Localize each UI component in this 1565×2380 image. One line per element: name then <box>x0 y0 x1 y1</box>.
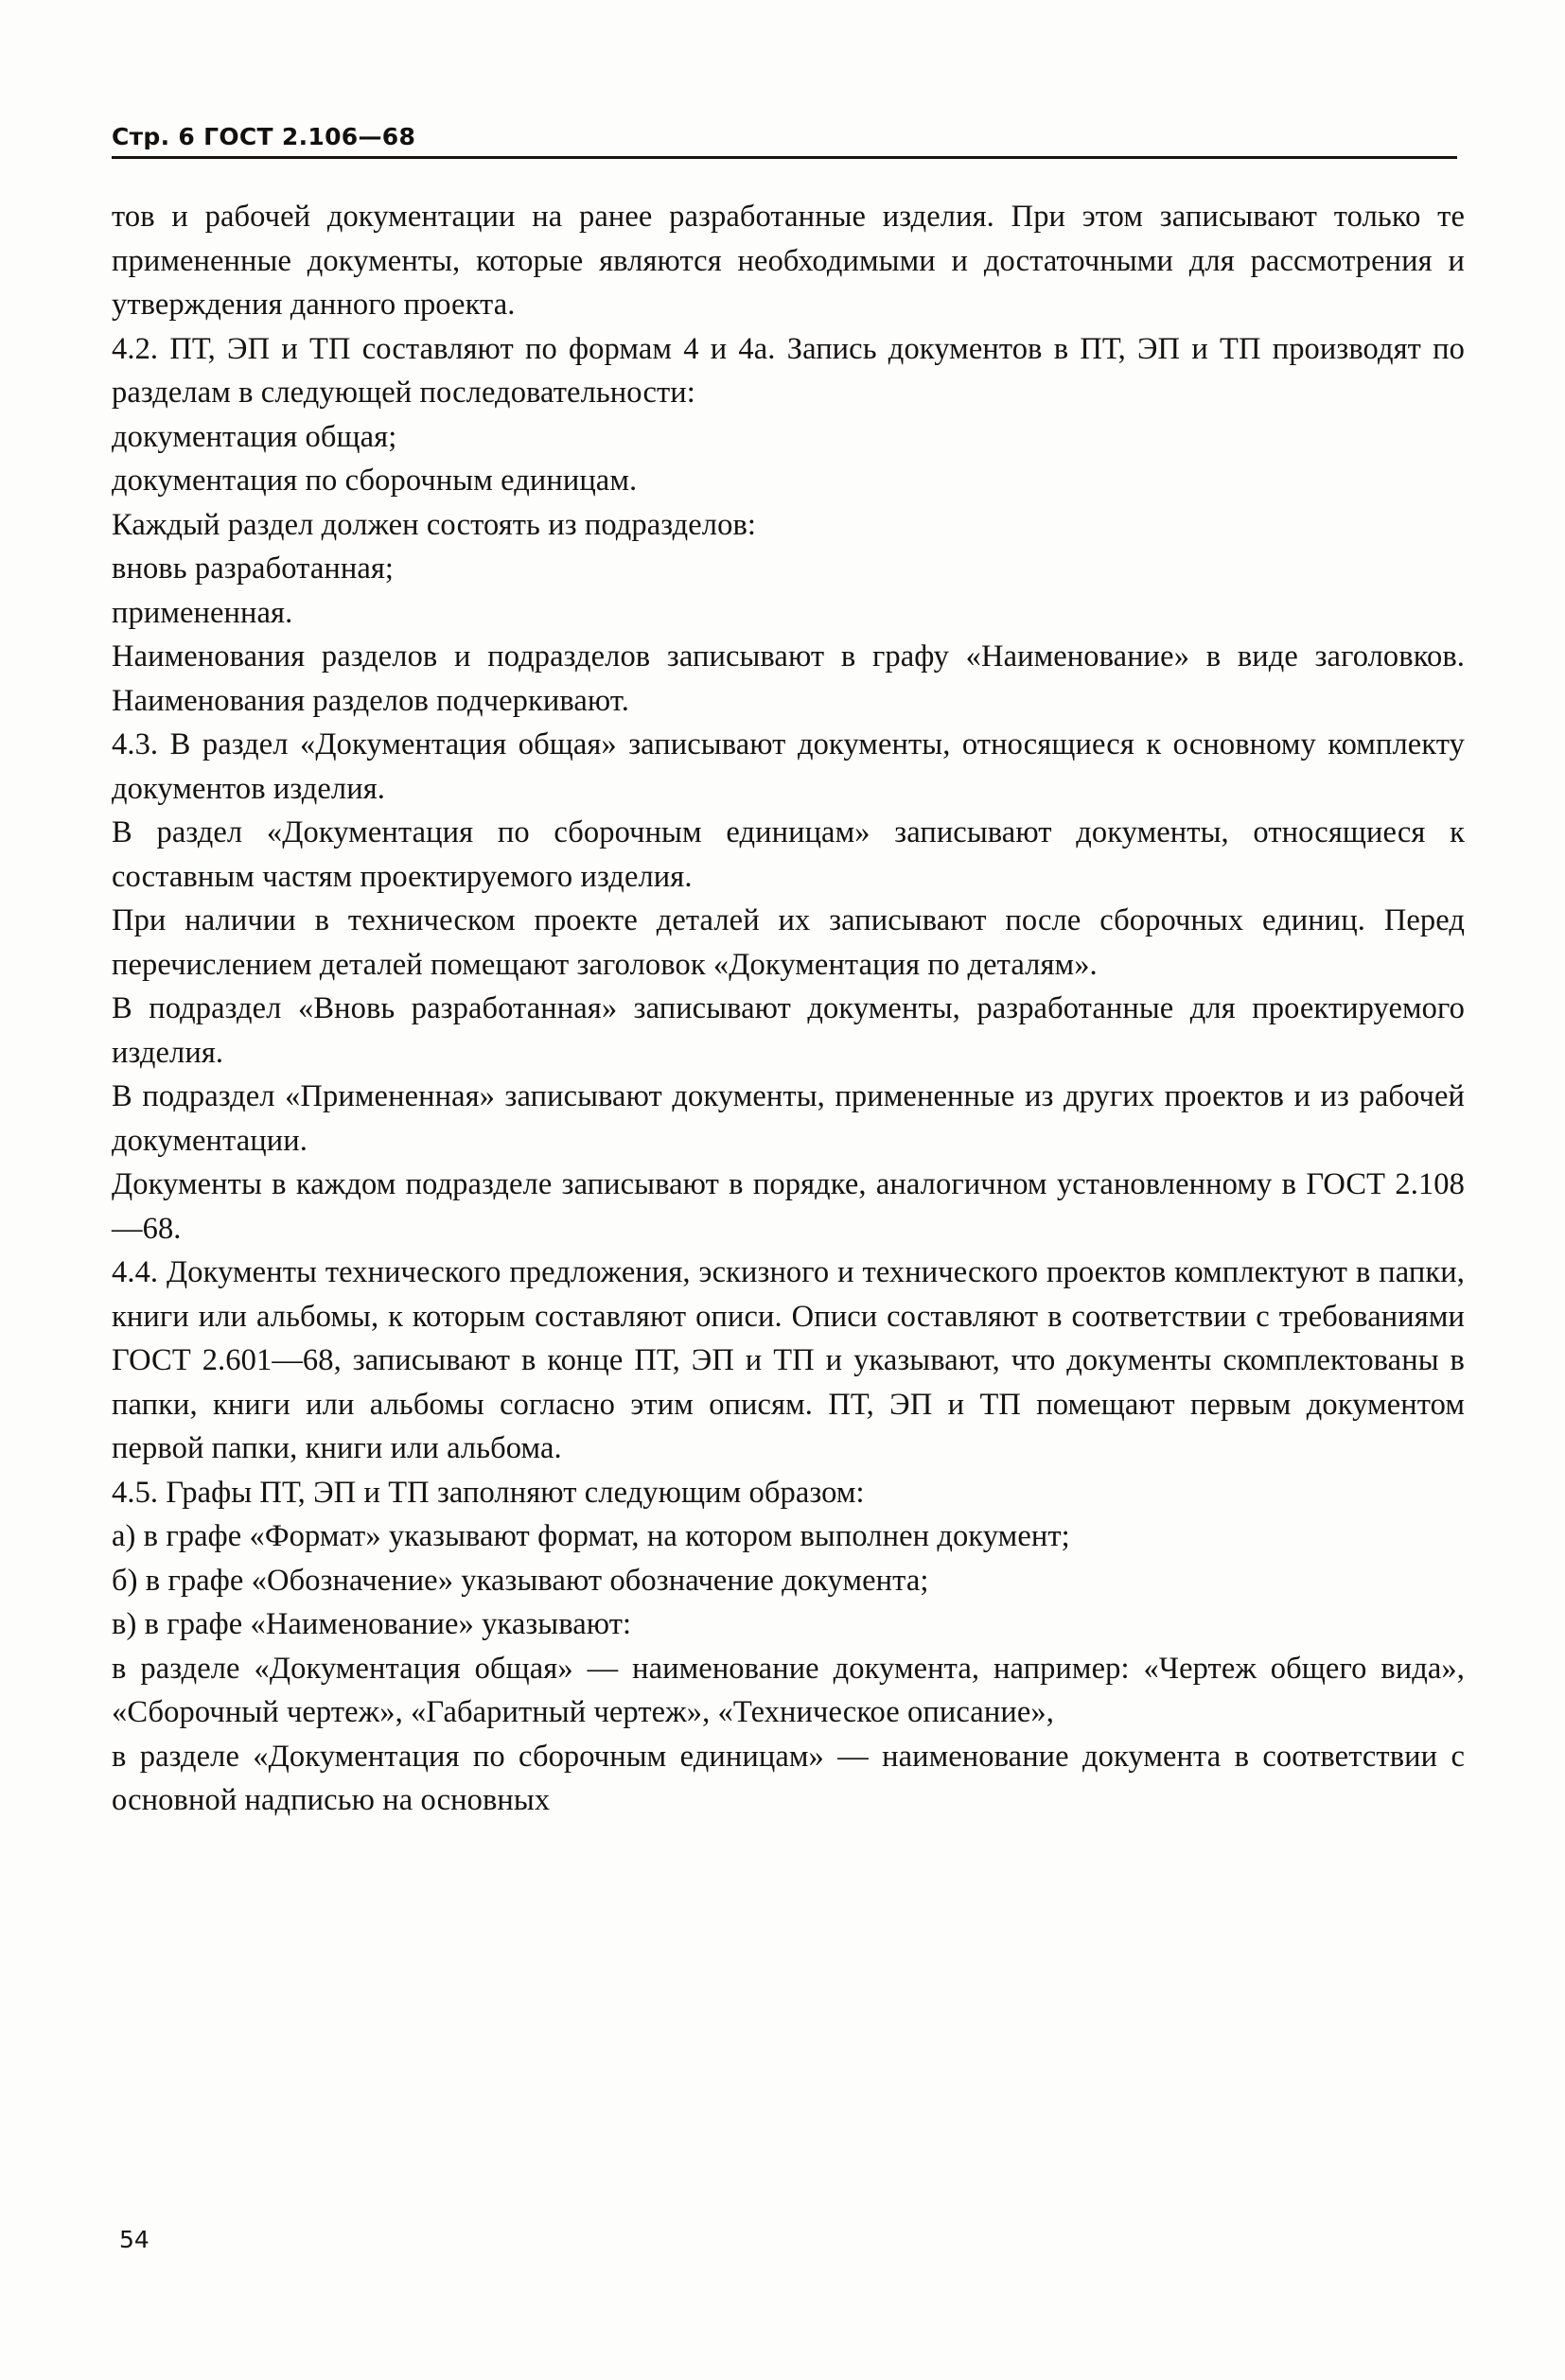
paragraph-15: 4.5. Графы ПТ, ЭП и ТП заполняют следующим образом: <box>112 1475 865 1510</box>
page-number: 54 <box>119 2226 149 2253</box>
paragraph-13: Документы в каждом подразделе записывают в порядке, аналогичном установленному в ГОСТ 2.108—68. <box>112 1167 1465 1246</box>
body-text <box>112 195 1465 1823</box>
paragraph-18: в) в графе «Наименование» указывают: <box>112 1607 632 1641</box>
paragraph-0: тов и рабочей документации на ранее разработанные изделия. При этом записывают только те примененные документы, которые являются необходимыми и достаточными для рассмотрения и утверждения данного проекта. <box>112 200 1465 322</box>
page-content <box>112 123 1465 1823</box>
paragraph-12: В подраздел «Примененная» записывают документы, примененные из других проектов и из рабочей документации. <box>112 1079 1465 1158</box>
paragraph-7: Наименования разделов и подразделов записывают в графу «Наименование» в виде заголовков. Наименования разделов подчеркивают. <box>112 639 1465 718</box>
paragraph-2: документация общая; <box>112 419 397 454</box>
paragraph-10: При наличии в техническом проекте деталей их записывают после сборочных единиц. Перед перечислением деталей помещают заголовок «Документация по деталям». <box>112 903 1465 982</box>
paragraph-5: вновь разработанная; <box>112 551 395 586</box>
paragraph-11: В подраздел «Вновь разработанная» записывают документы, разработанные для проектируемого изделия. <box>112 991 1465 1070</box>
paragraph-19: в разделе «Документация общая» — наименование документа, например: «Чертеж общего вида», «Сборочный чертеж», «Габаритный чертеж», «Техническое описание», <box>112 1651 1465 1729</box>
paragraph-20: в разделе «Документация по сборочным единицам» — наименование документа в соответствии с основной надписью на основных <box>112 1739 1465 1817</box>
paragraph-14: 4.4. Документы технического предложения, эскизного и технического проектов комплектуют в папки, книги или альбомы, к которым составляют описи. Описи составляют в соответствии с требованиями ГОСТ 2.601—68, записывают в конце ПТ, ЭП и ТП и указывают, что документы скомплектованы в папки, книги или альбомы согласно этим описям. ПТ, ЭП и ТП помещают первым документом первой папки, книги или альбома. <box>112 1255 1465 1465</box>
paragraph-1: 4.2. ПТ, ЭП и ТП составляют по формам 4 и 4а. Запись документов в ПТ, ЭП и ТП производят по разделам в следующей последовательности: <box>112 331 1465 410</box>
paragraph-3: документация по сборочным единицам. <box>112 464 638 498</box>
paragraph-17: б) в графе «Обозначение» указывают обозначение документа; <box>112 1563 929 1598</box>
paragraph-8: 4.3. В раздел «Документация общая» записывают документы, относящиеся к основному комплекту документов изделия. <box>112 727 1465 806</box>
paragraph-6: примененная. <box>112 595 293 630</box>
paragraph-9: В раздел «Документация по сборочным единицам» записывают документы, относящиеся к составным частям проектируемого изделия. <box>112 815 1465 894</box>
paragraph-16: а) в графе «Формат» указывают формат, на котором выполнен документ; <box>112 1519 1070 1553</box>
paragraph-4: Каждый раздел должен состоять из подразделов: <box>112 507 757 542</box>
header-divider <box>112 156 1457 159</box>
page-header: Стр. 6 ГОСТ 2.106—68 <box>112 123 416 150</box>
